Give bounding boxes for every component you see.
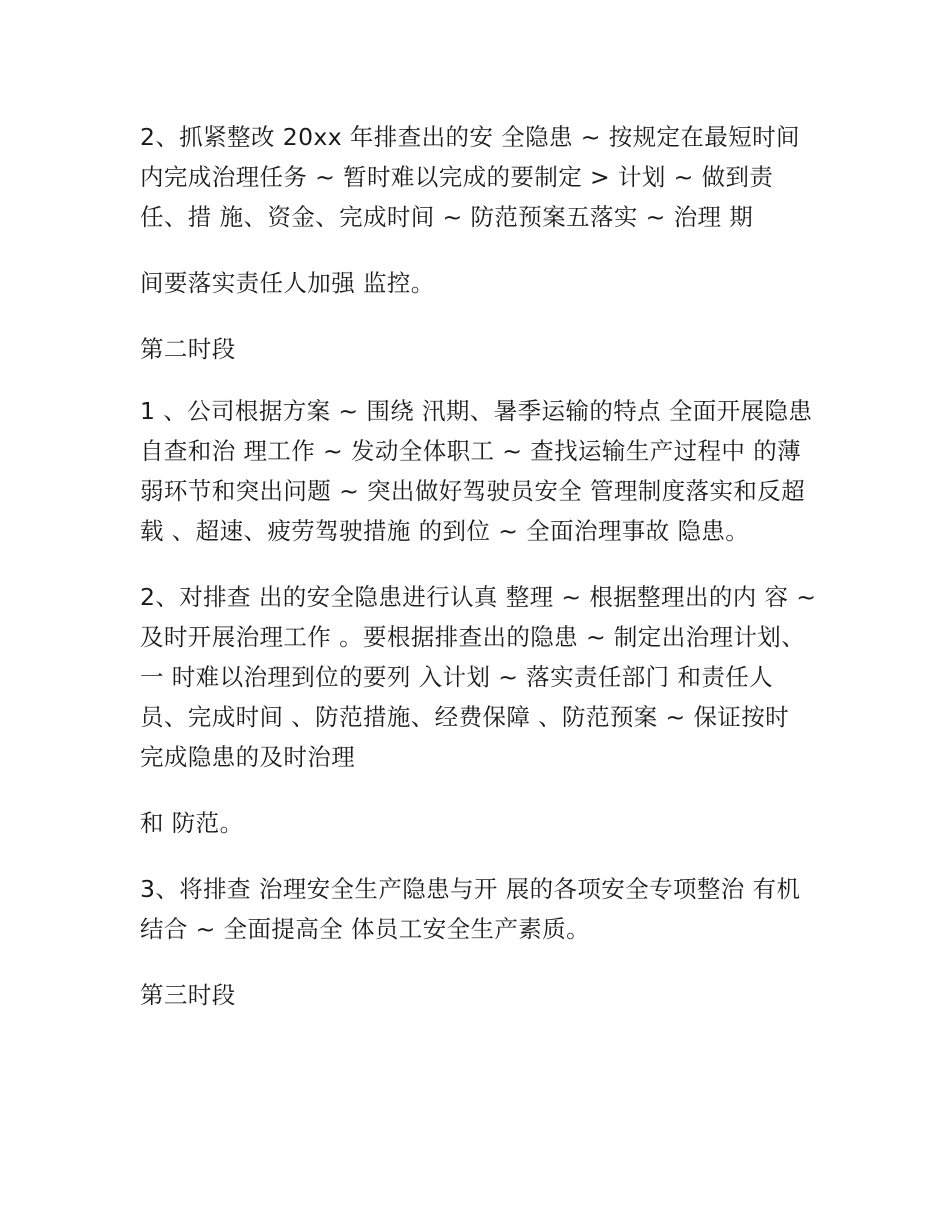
paragraph-company-self-inspection: 1 、公司根据方案 ~ 围绕 汛期、暑季运输的特点 全面开展隐患自查和治 理工作 ~ 发动全体职工 ~ 查找运输生产过程中 的薄弱环节和突出问题 ~ 突出做好驾驶员安全 管理制度落实和反超载 、超速、疲劳驾驶措施 的到位 ~ 全面治理事故 隐患。 xyxy=(140,397,813,545)
paragraph-rectify-hazards: 2、抓紧整改 20xx 年排查出的安 全隐患 ~ 按规定在最短时间内完成治理任务 ~ 暂时难以完成的要制定 > 计划 ~ 做到责任、措 施、资金、完成时间 ~ 防范预案五落实 ~ 治理 期 xyxy=(140,123,800,231)
paragraph-rectify-hazards-continued: 间要落实责任人加强 监控。 xyxy=(140,269,435,297)
paragraph-organize-hazards: 2、对排查 出的安全隐患进行认真 整理 ~ 根据整理出的内 容 ~ 及时开展治理工作 。要根据排查出的隐患 ~ 制定出治理计划、一 时难以治理到位的要列 入计划 ~ 落实责任部门 和责任人员、完成时间 、防范措施、经费保障 、防范预案 ~ 保证按时 完成隐患的及时治理 xyxy=(140,583,817,771)
section-heading-third-period: 第三时段 xyxy=(140,981,236,1009)
paragraph-organize-hazards-continued: 和 防范。 xyxy=(140,809,244,837)
document-body xyxy=(140,117,820,1037)
section-heading-second-period: 第二时段 xyxy=(140,335,236,363)
paragraph-combine-special-rectification: 3、将排查 治理安全生产隐患与开 展的各项安全专项整治 有机结合 ~ 全面提高全 体员工安全生产素质。 xyxy=(140,875,801,943)
